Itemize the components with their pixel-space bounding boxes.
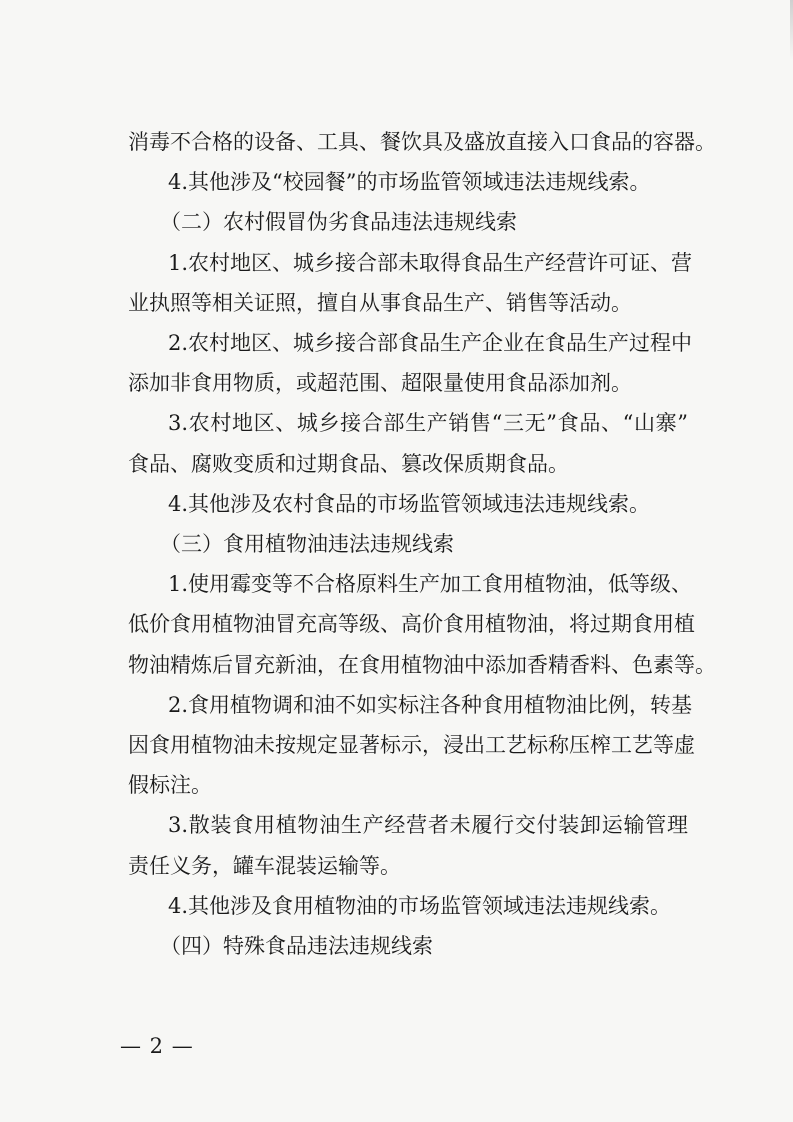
paragraph-line: 物油精炼后冒充新油，在食用植物油中添加香精香料、色素等。	[128, 652, 716, 677]
paragraph-line: 食品、腐败变质和过期食品、篡改保质期食品。	[128, 451, 569, 476]
paragraph-line: 4.其他涉及食用植物油的市场监管领域违法违规线索。	[168, 893, 672, 918]
paragraph-line: 假标注。	[128, 773, 212, 798]
paragraph-line: 因食用植物油未按规定显著标示，浸出工艺标称压榨工艺等虚	[128, 733, 695, 757]
section-heading: （二）农村假冒伪劣食品违法违规线索	[160, 210, 517, 235]
paragraph-line: 低价食用植物油冒充高等级、高价食用植物油，将过期食用植	[128, 612, 695, 637]
paragraph-line: 业执照等相关证照，擅自从事食品生产、销售等活动。	[128, 290, 632, 315]
page-number: — 2 —	[120, 1034, 194, 1058]
paragraph-line: 责任义务，罐车混装运输等。	[128, 853, 401, 878]
section-heading: （四）特殊食品违法违规线索	[160, 934, 433, 958]
paragraph-line: 3.散装食用植物油生产经营者未履行交付装卸运输管理	[168, 813, 688, 838]
paragraph-line: 1.使用霉变等不合格原料生产加工食用植物油，低等级、	[168, 572, 693, 597]
paragraph-line: 4.其他涉及农村食品的市场监管领域违法违规线索。	[168, 491, 651, 516]
paragraph-line: 2.农村地区、城乡接合部食品生产企业在食品生产过程中	[168, 331, 693, 355]
paragraph-line: 消毒不合格的设备、工具、餐饮具及盛放直接入口食品的容器。	[128, 130, 716, 154]
paragraph-line: 1.农村地区、城乡接合部未取得食品生产经营许可证、营	[168, 250, 693, 275]
paragraph-line: 2.食用植物调和油不如实标注各种食用植物油比例，转基	[168, 692, 693, 717]
paragraph-line: 添加非食用物质，或超范围、超限量使用食品添加剂。	[128, 371, 632, 396]
section-heading: （三）食用植物油违法违规线索	[160, 532, 454, 556]
paragraph-line: 3.农村地区、城乡接合部生产销售“三无”食品、“山寨”	[168, 411, 688, 436]
paragraph-line: 4.其他涉及“校园餐”的市场监管领域违法违规线索。	[168, 170, 651, 195]
